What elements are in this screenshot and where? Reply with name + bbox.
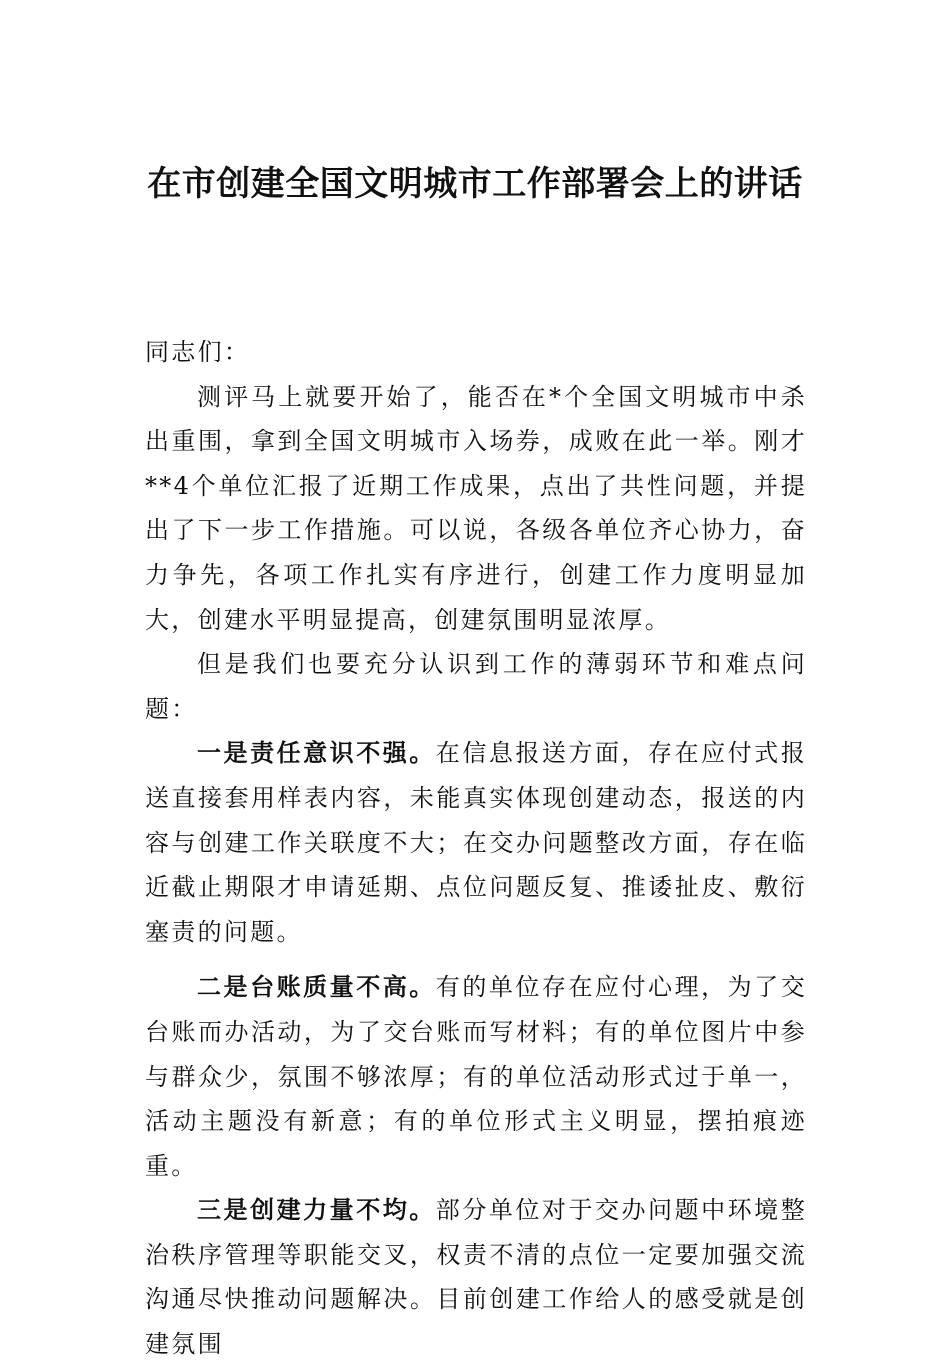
paragraph-2 (145, 642, 807, 731)
paragraph-3-lead: 一是责任意识不强。 (197, 738, 436, 768)
document-body (145, 330, 807, 1367)
paragraph-4-lead: 二是台账质量不高。 (197, 972, 436, 1002)
paragraph-5-text: 部分单位对于交办问题中环境整治秩序管理等职能交叉，权责不清的点位一定要加强交流沟通尽快推动问题解决。目前创建工作给人的感受就是创建氛围 (145, 1196, 808, 1359)
paragraph-3-text: 在信息报送方面，存在应付式报送直接套用样表内容，未能真实体现创建动态，报送的内容与创建工作关联度不大；在交办问题整改方面，存在临近截止期限才申请延期、点位问题反复、推诿扯皮、敷衍塞责的问题。 (145, 739, 808, 946)
paragraph-1 (145, 375, 807, 643)
paragraph-2-text: 但是我们也要充分认识到工作的薄弱环节和难点问题： (145, 650, 807, 723)
paragraph-5 (145, 1188, 807, 1366)
paragraph-4 (145, 965, 807, 1188)
paragraph-3 (145, 731, 807, 954)
salutation: 同志们： (145, 338, 251, 366)
document-title: 在市创建全国文明城市工作部署会上的讲话 (147, 164, 803, 204)
paragraph-4-text: 有的单位存在应付心理，为了交台账而办活动，为了交台账而写材料；有的单位图片中参与群众少，氛围不够浓厚；有的单位活动形式过于单一，活动主题没有新意；有的单位形式主义明显，摆拍痕迹重。 (145, 973, 808, 1180)
paragraph-1-text: 测评马上就要开始了，能否在*个全国文明城市中杀出重围，拿到全国文明城市入场券，成败在此一举。刚才**4个单位汇报了近期工作成果，点出了共性问题，并提出了下一步工作措施。可以说，各级各单位齐心协力，奋力争先，各项工作扎实有序进行，创建工作力度明显加大，创建水平明显提高，创建氛围明显浓厚。 (145, 382, 807, 634)
paragraph-5-lead: 三是创建力量不均。 (197, 1195, 436, 1225)
